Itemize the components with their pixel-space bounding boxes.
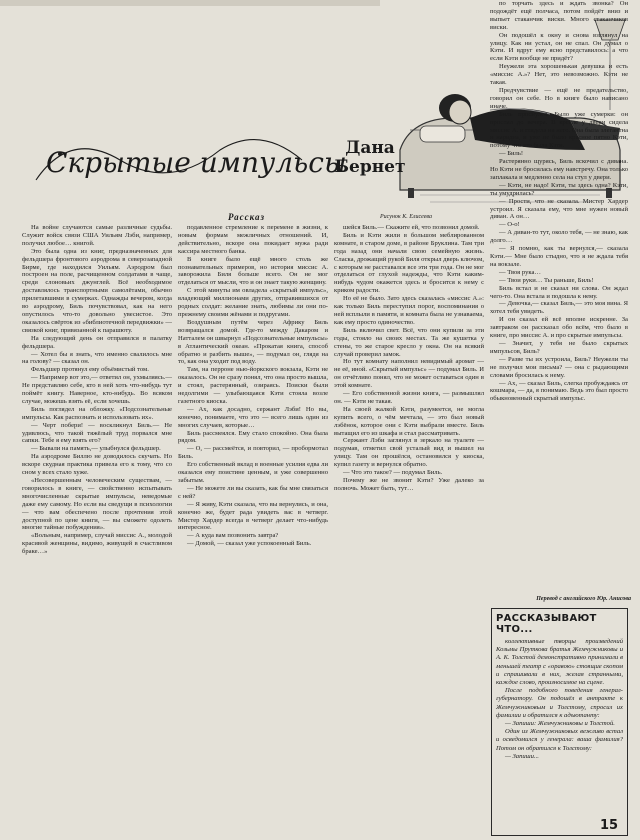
paragraph: Неужели эта хорошенькая девушка и есть «миссис А.»? Нет, это невозможно. Кэти не такая. — [490, 63, 628, 87]
sidebar-box — [491, 608, 628, 836]
paragraph: — О, — рассмеётся, и повторил, — пробормотал Биль. — [178, 445, 328, 461]
sidebar-paragraph: коллективные творцы произведений Козьмы Пруткова братья Жемчужниковы и А. К. Толстой демонстративно принимали в меньшей театр с «оравою» стоящие скопом и спрашивали в них, желая странными, каждое слово, произносимое на сцене. — [496, 638, 623, 687]
paragraph: Биль поглядел на обложку. «Подсознательные импульсы. Как распознать и использовать их». — [22, 405, 172, 421]
illustration-credit: Рисунок К. Елисеева — [380, 214, 432, 220]
page-number: 15 — [600, 818, 619, 833]
paragraph: — Девочка,— сказал Биль,— это моя вина. Я хотел тебя увидеть. — [490, 300, 628, 316]
paragraph: Но тут комнату наполнил невидимый аромат — не её, иной. «Скрытый импульс» — подумал Биль. И он отчётливо понял, что не может оставаться один в этой комнате. — [334, 358, 484, 390]
paragraph: — Значит, у тебя не было скрытых импульсов, Биль? — [490, 339, 628, 355]
paragraph: по торчать здесь и ждать звонка? Он подождёт ещё полчаса, потом пойдёт вниз и выпьет стаканчик виски. Много стаканчиков виски. — [490, 0, 628, 31]
paragraph: Биль включил свет. Всё, что они купили за эти годы, стояло на своих местах. Та же кушетка у стены, то же старое кресло у окна. Он на всякий случай проверил замок. — [334, 326, 484, 358]
paragraph: Биль и Кэти жили в большом меблированном комнате, в старом доме, в районе Бруклина. Там три года назад они начали свою семейную жизнь. Сласка, дрожащий рукой Биля открыл дверь ключом, с которым не расставался все эти три года. Он не мог отделаться от глухой надежды, что Кэти каким-нибудь чудом окажется здесь и бросится к нему с криком радости. — [334, 231, 484, 295]
sidebar-paragraph: После подобного поведения генерал-губернатору. Он подошёл в антракте к Жемчужниковым и Толстому, спросил их фамилии и обратился к адъютанту: — [496, 687, 623, 719]
paragraph: Почему же не звонит Кэти? Уже далеко за полночь. Может быть, тут… — [334, 477, 484, 492]
text-column-3 — [334, 224, 484, 836]
paragraph: В книге было ещё много столь же познавательных примеров, но история миссис А. заворожила Биля больше всего. Он не мог отделаться от мысли, что и он знает такую женщину. — [178, 255, 328, 287]
paragraph: — О-о! — [499, 221, 520, 229]
paragraph: С этой минуты им овладела «скрытый импульс», владеющий миллионами других, отправившихся от родных солдат: желание знать, любимы ли они по-прежнему своими жёнами и подругами. — [178, 287, 328, 318]
paragraph: — А куда вам позвонить завтра? — [187, 532, 279, 540]
paragraph: — Ах, — сказал Биль, слегка пробуждаясь от кошмара, — да, я понимаю. Ведь это был просто обыкновенный скрытый импульс. — [490, 379, 628, 403]
sidebar-paragraph: — Запиши... — [505, 752, 539, 760]
text-column-1 — [22, 224, 172, 836]
sidebar-title: РАССКАЗЫВАЮТ ЧТО... — [496, 613, 597, 635]
paragraph: На войне случаются самые различные судьбы. Служит войск связи США Уильям Лэби, например, получил любое… книгой. — [22, 224, 172, 247]
paragraph: «Вольным, например, случай миссис А., молодой красивой женщины, видимо, живущей в счастливом браке…» — [22, 532, 172, 556]
paragraph: — Разве ты их устроила, Биль? Неужели ты не получил мои письма? — она с рыдающими словами бросилась к нему. — [490, 355, 628, 379]
paragraph: Биль проснулся. Было уже сумерки: он проспал до вечера. В кресле у двери сидела миссис А. и глядела на него. Она была элегантна и нарядна, и уже не было красное пятно Кэти, потому что это была Кэти. — [490, 110, 628, 150]
paragraph: Воздушным путём через Африку Биль возвращался домой. Где-то между Дакаром и Натталем он швырнул «Подсознательные импульсы» в Атлантический океан. «Прокатая книга, способ обратно и разбить выше», — подумал он, глядя на то, как она уходит под воду. — [178, 318, 328, 366]
paragraph: шейся Биль.— Скажите ей, что позвонил домой. — [343, 224, 480, 231]
paragraph: «Несовершенным человеческим существам, — говорилось в книге, — свойственно испытывать многочисленные скрытые импульсы, неведомые даже ему самому. Но если вы сведущи в психологии — что вам обеспечено после прочтения этой доступной по цене книги, — вы сможете одолеть многие тайные побуждения». — [22, 477, 172, 532]
paragraph: — Домой, — сказал уже успокоенный Биль. — [187, 540, 312, 548]
article-title-art — [30, 120, 347, 196]
article-title: Скрытые импульсы — [46, 146, 347, 179]
text-column-4 — [490, 0, 628, 600]
paragraph: подавленное стремление к перемене в жизни, к новым формам межличных отношений. И, действительно, вскоре она покидает мужа ради кассира местного банка. — [178, 224, 328, 255]
paragraph: Фельдшер протянул ему объёмистый том. — [31, 366, 149, 374]
paragraph: Растерянно щурясь, Биль вскочил с дивана. Но Кэти не бросилась ему навстречу. Она только заплакала и медленно села на стул у двери. — [490, 158, 628, 181]
paragraph: — Я помню, как ты вернулся,— сказала Кэти.— Мне было стыдно, что я не ждала тебя на вокзале. — [490, 245, 628, 268]
paragraph: — Бывали на память,— улыбнулся фельдшер. — [31, 445, 161, 453]
paragraph: Там, на перроне нью-йоркского вокзала, Кэти не оказалось. Он не сразу понял, что она просто вышла, и стоял, растерянный, озираясь. Поиски были недолгими — улыбающаяся Кэти стояла возле газетного киоска. — [178, 366, 328, 405]
paragraph: На следующий день он отправился в палатку фельдшера. — [22, 334, 172, 350]
sidebar-body — [496, 638, 623, 761]
paragraph: Он подошёл к окну и снова взглянул на улицу. Как ни устал, он не спал. Он думал о Кэти. И вдруг ему ясно представилось: а что если Кэти вообще не придёт? — [490, 31, 628, 63]
article-author: Дана Бернет — [334, 138, 406, 177]
paragraph: — Его собственной жизни книга, — размышлял он. — Кэти не такая. — [334, 390, 484, 405]
paragraph: — Кэти, не надо! Кэти, ты здесь одна? Кэти, ты умудрилась? — [490, 181, 628, 197]
paragraph: На аэродроме Биллю не доводилось скучать. Но вскоре скудная практика привела его к тому, что со сном у всех стало хуже. — [22, 453, 172, 477]
paragraph: — Твои руки… Ты раньше, Биль! — [499, 276, 594, 284]
paragraph: — Хотел бы я знать, что именно свалилось мне на голову? — сказал он. — [22, 350, 172, 366]
paragraph: — Черт побери! — воскликнул Биль.— Не удивлюсь, что такой тяжёлый труд порвался мне сапки. Тебе я ему взять его? — [22, 421, 172, 445]
paragraph: На своей жалкой Кэти, разумеется, не могла купить всего, о чём мечтала, — это был новый лэбёнок, которое они с Кэти выбрали вместе. Биль вытащил его из шкафа и стал рассматривать. — [334, 405, 484, 437]
paragraph: Это была одна из книг, предназначенных для фельдшера фронтового аэродрома в северозападной Бирме, где находился Уильям. Аэродром был построен на поле, расчищенном солдатами в чаще, среди слоновьих джунглей. Всё необходимое доставлялось транспортными самолётами, обычно прилетавшими в сумерках. Однажды вечером, когда во аэродрому, Биль почувствовал, как на него опустилось что-то довольно увесистое. Это оказалось свёрток из «библиотечной передвижки» — связкой книг, привязанной к парашюту. — [22, 247, 172, 334]
paragraph: — Биль! — [499, 150, 524, 158]
sidebar-paragraph: Один из Жемчужниковых вежливо встал и осведомился у генерала: ваша фамилия? Потом он обратился к Толстому: — [496, 728, 623, 752]
paragraph: Сержант Лэби заглянул в зеркало на туалете — подумав, отметил свой усталый вид и вышел на улицу. Там он прошёлся, остановился у киоска, купил газету и вернулся обратно. — [334, 437, 484, 469]
paragraph: — Не можете ли вы сказать, как бы мне связаться с ней? — [178, 484, 328, 500]
paragraph: — А диван-то тут, около тебя, — не знаю, как долго… — [490, 229, 628, 245]
paragraph: — Твоя рука… — [499, 268, 541, 276]
paragraph: Биль рассмеялся. Ему стало спокойно. Она была рядом. — [178, 429, 328, 445]
paragraph: — Я живу, Кэти сказала, что вы вернулись, и она, конечно же, будет рада увидеть вас в четверг. Мистер Хардер всегда в четверг делает что-нибудь интересное. — [178, 500, 328, 532]
paragraph: Но её не было. Зато здесь сказалась «миссис А.»: как только Биль переступил порог, воспоминания о ней всплыли в памяти, и комната была не узнаваема, как ему просто одиночество. — [334, 295, 484, 326]
translator-credit: Перевод с английского Юр. Анисова — [536, 596, 631, 602]
paragraph: — Прости, что не сказала. Мистер Хардер устроил. Я сказала ему, что мне нужен новый диван. А он… — [490, 197, 628, 221]
paragraph: Предчувствие — ещё не предательство, говорил он себе. Но в книге было написано иначе. — [490, 86, 628, 110]
paragraph: И он сказал ей всё вполне искренне. За завтраком он рассказал обо всём, что было в книге, про миссис А. и про скрытые импульсы. — [490, 316, 628, 340]
sidebar-paragraph: — Запиши: Жемчужниковы и Толстой. — [505, 720, 615, 728]
text-column-2 — [178, 224, 328, 836]
paragraph: — Ах, как досадно, сержант Лэби! Но вы, конечно, понимаете, что это — всего лишь один из многих случаев, которые… — [178, 405, 328, 429]
paragraph: Его собственный вклад в военные усилия едва ли оказался ему поистине ценным, и уже совершенно забытым. — [178, 461, 328, 484]
paragraph: — Например вот это,— ответил он, ухмыляясь.— Не представляю себе, кто в ней хоть что-нибудь тут поймёт книгу. Наверное, кто-нибудь. Во всяком случае, можешь взять её, если хочешь. — [22, 374, 172, 405]
article-genre: Рассказ — [228, 212, 265, 222]
paragraph: Биль встал и не сказал ни слова. Он ждал чего-то. Она встала и подошла к нему. — [490, 284, 628, 300]
paragraph: — Что это такое? — подумал Биль. — [343, 469, 443, 477]
